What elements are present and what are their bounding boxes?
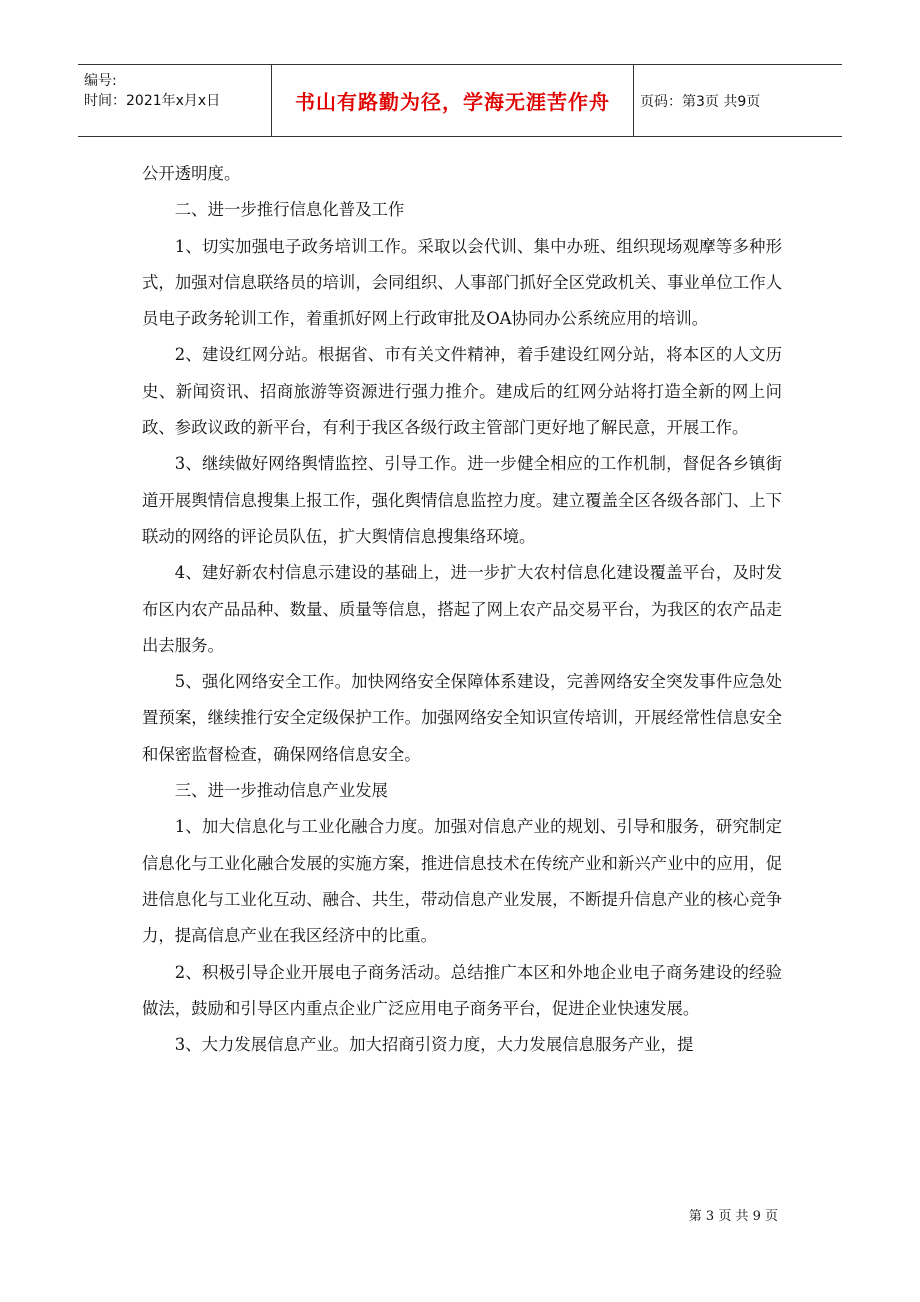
paragraph: 3、继续做好网络舆情监控、引导工作。进一步健全相应的工作机制，督促各乡镇街道开展舆情信息搜集上报工作，强化舆情信息监控力度。建立覆盖全区各级各部门、上下联动的网络的评论员队伍，扩大舆情信息搜集络环境。 (142, 454, 782, 546)
paragraph: 1、切实加强电子政务培训工作。采取以会代训、集中办班、组织现场观摩等多种形式，加强对信息联络员的培训，会同组织、人事部门抓好全区党政机关、事业单位工作人员电子政务轮训工作，着重抓好网上行政审批及OA协同办公系统应用的培训。 (142, 236, 782, 329)
paragraph: 3、大力发展信息产业。加大招商引资力度，大力发展信息服务产业，提 (174, 1035, 694, 1055)
section-heading-3: 三、进一步推动信息产业发展 (174, 781, 388, 801)
paragraph: 1、加大信息化与工业化融合力度。加强对信息产业的规划、引导和服务，研究制定信息化与工业化融合发展的实施方案，推进信息技术在传统产业和新兴产业中的应用，促进信息化与工业化互动、融合、共生，带动信息产业发展，不断提升信息产业的核心竞争力，提高信息产业在我区经济中的比重。 (142, 817, 782, 946)
date-label: 时间：2021年x月x日 (84, 93, 221, 109)
paragraph: 4、建好新农村信息示建设的基础上，进一步扩大农村信息化建设覆盖平台，及时发布区内农产品品种、数量、质量等信息，搭起了网上农产品交易平台，为我区的农产品走出去服务。 (142, 563, 782, 655)
paragraph: 5、强化网络安全工作。加快网络安全保障体系建设，完善网络安全突发事件应急处置预案，继续推行安全定级保护工作。加强网络安全知识宣传培训，开展经常性信息安全和保密监督检查，确保网络信息安全。 (142, 672, 782, 764)
document-header (78, 64, 842, 137)
header-page-cell (634, 65, 842, 136)
page-footer (689, 1205, 778, 1224)
section-heading-2: 二、进一步推行信息化普及工作 (174, 200, 405, 220)
header-meta-cell (78, 65, 272, 136)
header-motto-cell (272, 65, 634, 136)
footer-page-number: 第 3 页 共 9 页 (688, 1209, 778, 1224)
serial-number-label: 编号: (84, 73, 117, 89)
document-body (142, 156, 782, 1063)
paragraph: 2、建设红网分站。根据省、市有关文件精神，着手建设红网分站，将本区的人文历史、新闻资讯、招商旅游等资源进行强力推介。建成后的红网分站将打造全新的网上问政、参政议政的新平台，有利于我区各级行政主管部门更好地了解民意，开展工作。 (142, 345, 782, 438)
paragraph-continuation: 公开透明度。 (142, 164, 241, 183)
paragraph: 2、积极引导企业开展电子商务活动。总结推广本区和外地企业电子商务建设的经验做法，鼓励和引导区内重点企业广泛应用电子商务平台，促进企业快速发展。 (142, 962, 782, 1018)
header-page-info: 页码：第3页 共9页 (640, 93, 761, 110)
motto-text: 书山有路勤为径，学海无涯苦作舟 (295, 90, 610, 114)
